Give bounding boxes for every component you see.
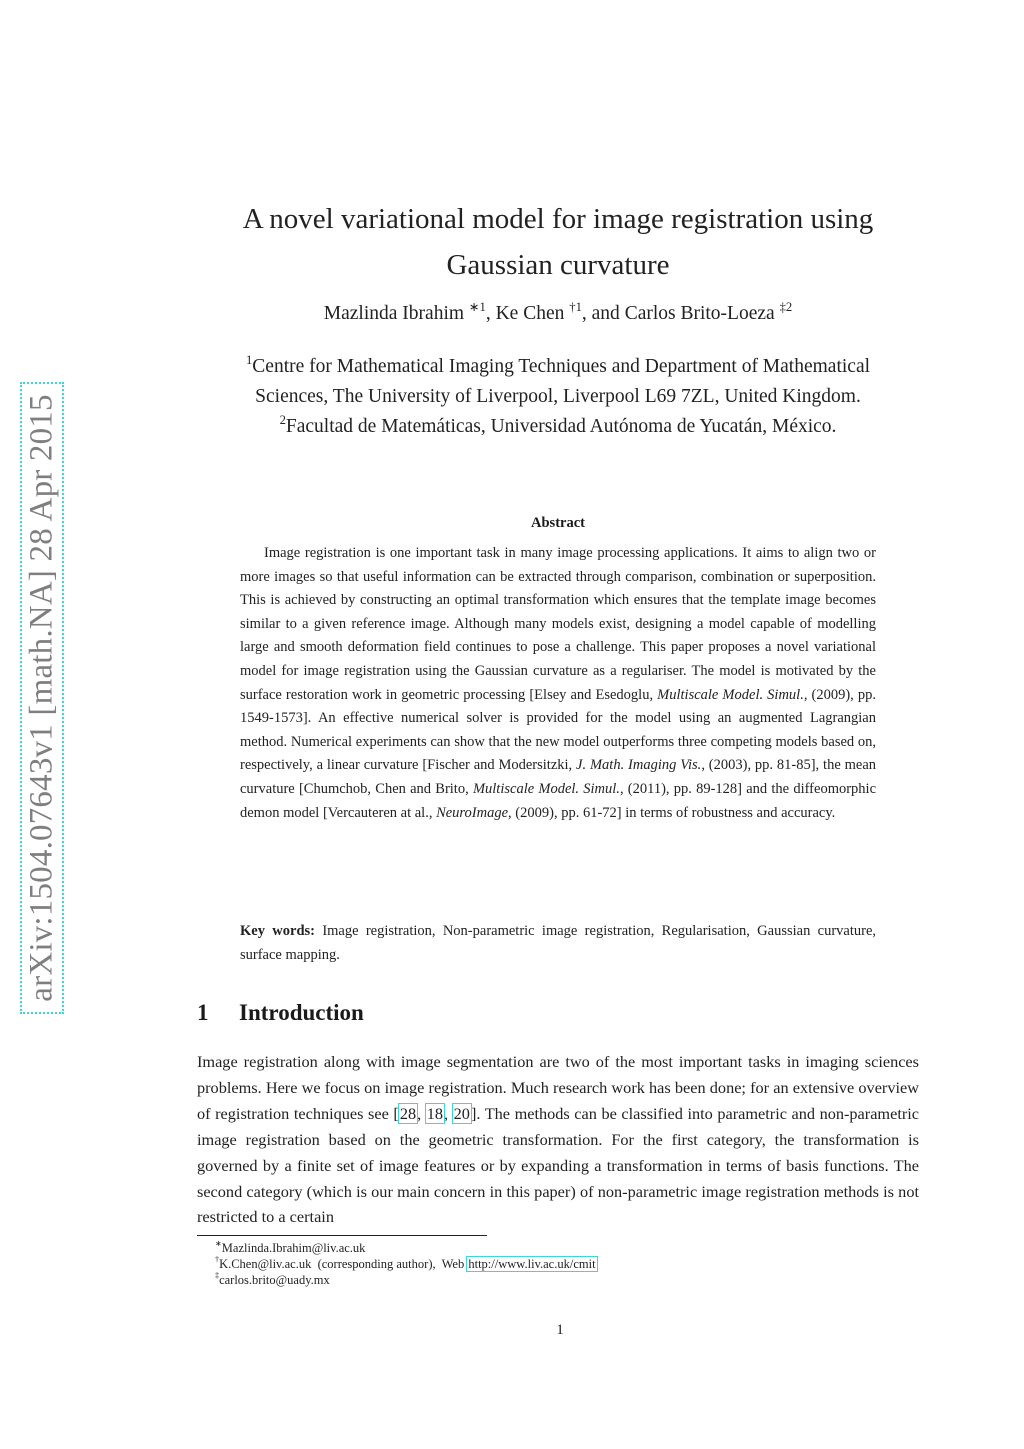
page-number: 1 — [556, 1322, 564, 1338]
abstract-ref-4-journal: NeuroImage — [436, 804, 509, 821]
abstract-text-1: Image registration is one important task in many image processing applications. It aims to align two or more images so that useful information can be extracted through comparison, combination or superposition. This is achieved by constructing an optimal transformation which ensures that the template image becomes similar to a given reference image. Although many models exist, designing a model capable of modelling large and smooth deformation field continues to pose a challenge. This paper proposes a novel variational model for image registration using the Gaussian curvature as a regulariser. The model is motivated by the surface restoration work in geometric processing [Elsey and Esedoglu, — [240, 545, 876, 703]
affiliation-1-text: Centre for Mathematical Imaging Techniques and Department of Mathematical — [252, 356, 871, 377]
abstract-text-2: , (2009), pp. 1549-1573]. An effective numerical solver is provided for the model using an augmented Lagrangian method. Numerical experiments can show that the new model outperforms three competing models based on, respectively, a linear curvature [Fischer and Modersitzki, — [240, 686, 877, 774]
affiliation-2-mark: 2 — [279, 412, 286, 427]
citation-link[interactable]: 28 — [399, 1103, 417, 1123]
section-heading — [197, 1000, 364, 1026]
citation-separator: , — [444, 1103, 453, 1123]
author-1: Mazlinda Ibrahim — [323, 303, 465, 324]
abstract-text-3: , (2003), pp. 81-85], the mean curvature [Chumchob, Chen and Brito, — [240, 757, 877, 797]
footnote-3-mark: ‡ — [215, 1270, 220, 1280]
abstract-text-5: , (2009), pp. 61-72] in terms of robustness and accuracy. — [508, 804, 836, 821]
author-3: Carlos Brito-Loeza — [624, 303, 775, 324]
author-list: Mazlinda Ibrahim $^{∗1}$, Ke Chen $^{\dagger 1}$, and Carlos Brito-Loeza $^{\ddagger 2}$ — [323, 299, 793, 324]
intro-text-1: Image registration along with image segmentation are two of the most important tasks in imaging sciences problems. Here we focus on image registration. Much research work has been done; for an extensive overview of registration techniques see [ — [197, 1052, 919, 1123]
author-1-mark[interactable]: ∗1 — [468, 299, 486, 314]
footnote-3-text: carlos.brito@uady.mx — [219, 1273, 330, 1287]
citation-separator: , — [417, 1103, 426, 1123]
footnote-2-mark: † — [215, 1254, 220, 1264]
abstract-heading: Abstract — [531, 515, 585, 531]
section-number: 1 — [197, 1000, 209, 1025]
footnote-1 — [215, 1240, 365, 1256]
arxiv-identifier[interactable]: arXiv:1504.07643v1 [math.NA] 28 Apr 2015 — [23, 394, 60, 1002]
citation-link[interactable]: 18 — [426, 1103, 444, 1123]
abstract-text-4: , (2011), pp. 89-128] and the diffeomorphic demon model [Vercauteren at al., — [240, 780, 877, 821]
affiliation-1-line-2: Sciences, The University of Liverpool, Liverpool L69 7ZL, United Kingdom. — [255, 386, 861, 407]
footnote-2 — [215, 1256, 597, 1272]
abstract-ref-1-journal: Multiscale Model. Simul. — [657, 686, 804, 703]
author-2-mark[interactable]: †1 — [569, 299, 582, 314]
affiliation-1-mark: 1 — [245, 352, 253, 367]
keywords — [240, 920, 876, 967]
title-line-2: Gaussian curvature — [446, 249, 670, 281]
footnote-2-text: K.Chen@liv.ac.uk (corresponding author), Web — [219, 1257, 465, 1271]
affiliations — [190, 352, 926, 442]
keywords-label: Key words: — [240, 923, 315, 939]
footnote-1-text: Mazlinda.Ibrahim@liv.ac.uk — [221, 1241, 366, 1255]
abstract-ref-3-journal: Multiscale Model. Simul. — [472, 780, 620, 797]
affiliation-1-line-1 — [190, 352, 926, 382]
section-title: Introduction — [239, 1000, 364, 1025]
footnote-1-mark: ∗ — [215, 1238, 222, 1248]
paper-title — [190, 196, 926, 288]
author-3-mark[interactable]: ‡2 — [779, 299, 793, 314]
citation-link[interactable]: 20 — [453, 1103, 470, 1123]
footnote-web-link[interactable]: http://www.liv.ac.uk/cmit — [468, 1257, 596, 1271]
intro-text-2: ]. The methods can be classified into parametric and non-parametric image registration based on the geometric transformation. For the first category, the transformation is governed by a finite set of image features or by expanding a transformation in terms of basis functions. The second category (which is our main concern in this paper) of non-parametric image registration methods is not restricted to a certain — [197, 1103, 920, 1227]
affiliation-2-text: Facultad de Matemáticas, Universidad Autónoma de Yucatán, México. — [285, 416, 837, 437]
footnote-3 — [215, 1272, 330, 1288]
abstract-body — [240, 542, 876, 825]
footnote-rule — [197, 1235, 487, 1236]
affiliation-2-line — [190, 412, 926, 442]
intro-paragraph — [197, 1049, 919, 1230]
author-conjunction: and — [591, 303, 620, 324]
keywords-text: Image registration, Non-parametric image registration, Regularisation, Gaussian curvature, surface mapping. — [240, 923, 877, 963]
title-line-1: A novel variational model for image registration using — [242, 203, 874, 235]
abstract-ref-2-journal: J. Math. Imaging Vis. — [576, 757, 702, 774]
author-2: Ke Chen — [495, 303, 565, 324]
